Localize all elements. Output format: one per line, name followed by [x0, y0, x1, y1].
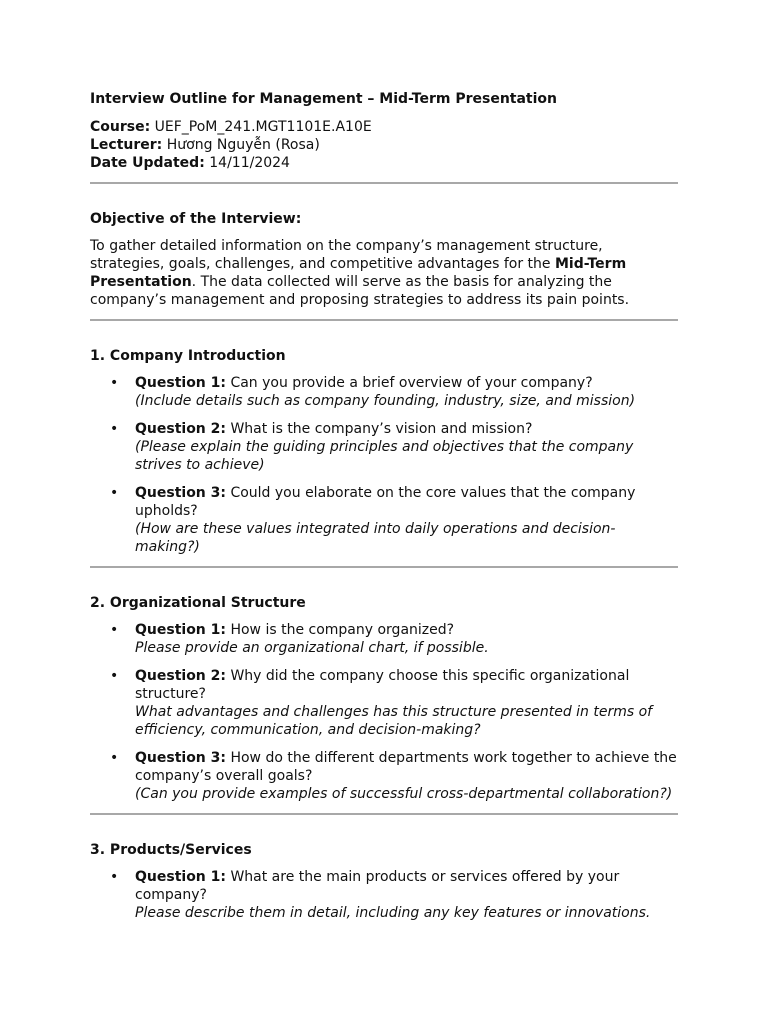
- bullet-icon: •: [110, 750, 119, 766]
- section-heading: 3. Products/Services: [90, 842, 252, 858]
- question-text: What are the main products or services offered by your company?: [135, 869, 620, 903]
- objective-heading: Objective of the Interview:: [90, 211, 302, 227]
- question-item: [90, 868, 678, 922]
- question-item: [90, 749, 678, 803]
- question-label: Question 2:: [135, 668, 226, 684]
- objective-text: . The data collected will serve as the basis for analyzing the company’s management and proposing strategies to address its pain points.: [90, 274, 630, 308]
- horizontal-rule: [90, 566, 678, 568]
- question-text: How is the company organized?: [226, 622, 455, 638]
- question-item: [90, 420, 678, 474]
- meta-course: [90, 118, 678, 136]
- objective-paragraph: [90, 237, 678, 309]
- meta-lecturer: [90, 136, 678, 154]
- bullet-icon: •: [110, 668, 119, 684]
- objective-bold-text: Mid-Term Presentation: [90, 256, 627, 290]
- section-company-introduction: [90, 347, 678, 556]
- section-heading: 2. Organizational Structure: [90, 595, 306, 611]
- section-heading: 1. Company Introduction: [90, 348, 286, 364]
- bullet-icon: •: [110, 869, 119, 885]
- question-text: What is the company’s vision and mission?: [226, 421, 533, 437]
- document-meta: [90, 118, 678, 172]
- question-label: Question 3:: [135, 485, 226, 501]
- meta-label: Lecturer:: [90, 137, 163, 153]
- section-products-services: [90, 841, 678, 922]
- question-note: (Can you provide examples of successful cross-departmental collaboration?): [135, 786, 673, 802]
- horizontal-rule: [90, 182, 678, 184]
- meta-value: UEF_PoM_241.MGT1101E.A10E: [154, 119, 372, 135]
- meta-value: 14/11/2024: [209, 155, 290, 171]
- question-list: [90, 374, 678, 556]
- horizontal-rule: [90, 813, 678, 815]
- section-organizational-structure: [90, 594, 678, 803]
- question-label: Question 1:: [135, 869, 226, 885]
- question-label: Question 2:: [135, 421, 226, 437]
- document-page: [90, 90, 678, 932]
- document-title: Interview Outline for Management – Mid-Term Presentation: [90, 91, 558, 107]
- bullet-icon: •: [110, 375, 119, 391]
- objective-text: To gather detailed information on the company’s management structure, strategies, goals, challenges, and competitive advantages for the: [90, 238, 603, 272]
- question-text: Can you provide a brief overview of your company?: [226, 375, 593, 391]
- question-item: [90, 374, 678, 410]
- question-note: Please describe them in detail, including any key features or innovations.: [135, 905, 651, 921]
- meta-label: Date Updated:: [90, 155, 205, 171]
- bullet-icon: •: [110, 622, 119, 638]
- question-label: Question 1:: [135, 375, 226, 391]
- question-text: Could you elaborate on the core values that the company upholds?: [135, 485, 636, 519]
- bullet-icon: •: [110, 421, 119, 437]
- question-item: [90, 484, 678, 556]
- question-note: Please provide an organizational chart, if possible.: [135, 640, 489, 656]
- meta-value: Hương Nguyễn (Rosa): [166, 137, 320, 153]
- question-item: [90, 667, 678, 739]
- question-label: Question 3:: [135, 750, 226, 766]
- question-item: [90, 621, 678, 657]
- question-note: (How are these values integrated into daily operations and decision-making?): [135, 521, 616, 555]
- question-note: What advantages and challenges has this structure presented in terms of efficiency, communication, and decision-making?: [135, 704, 653, 738]
- question-text: How do the different departments work together to achieve the company’s overall goals?: [135, 750, 677, 784]
- question-note: (Include details such as company founding, industry, size, and mission): [135, 393, 636, 409]
- question-label: Question 1:: [135, 622, 226, 638]
- question-list: [90, 621, 678, 803]
- question-note: (Please explain the guiding principles and objectives that the company strives to achieve): [135, 439, 634, 473]
- question-text: Why did the company choose this specific organizational structure?: [135, 668, 630, 702]
- question-list: [90, 868, 678, 922]
- bullet-icon: •: [110, 485, 119, 501]
- meta-label: Course:: [90, 119, 151, 135]
- meta-date-updated: [90, 154, 678, 172]
- horizontal-rule: [90, 319, 678, 321]
